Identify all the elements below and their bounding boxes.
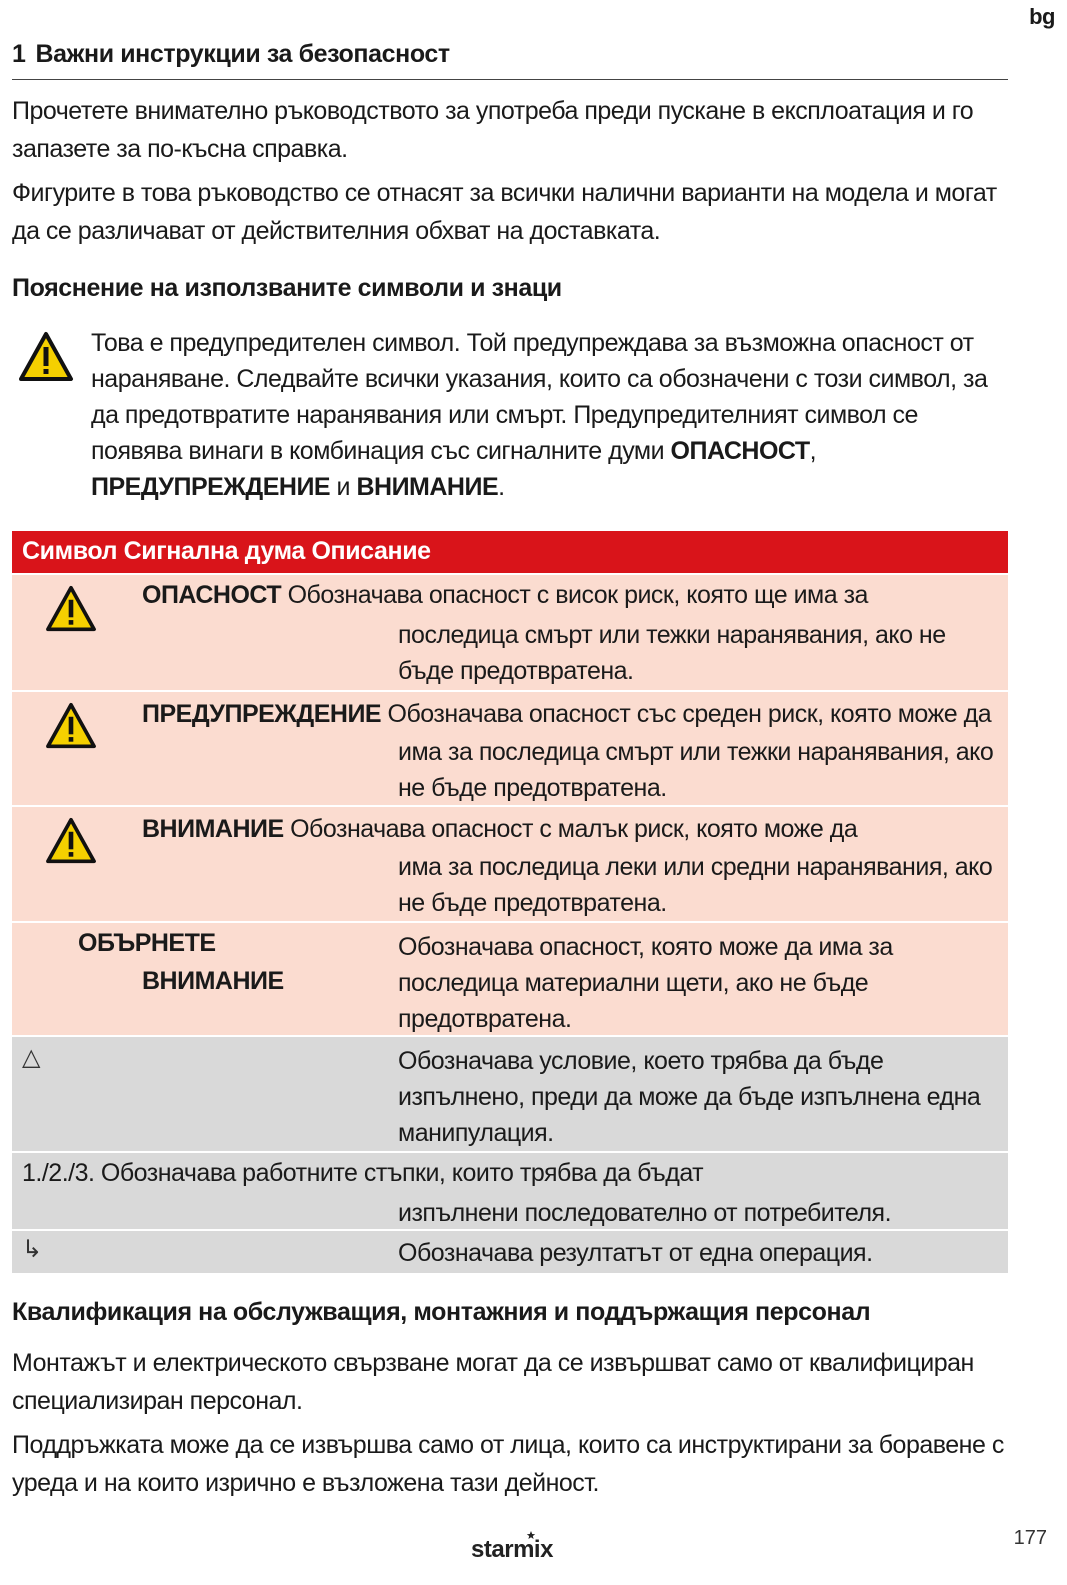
- signal-word-line-1: ОБЪРНЕТЕ: [78, 929, 216, 957]
- row-line: 1./2./3. Обозначава работните стъпки, които трябва да бъдат: [22, 1159, 704, 1187]
- language-tag: bg: [1029, 4, 1055, 29]
- warning-triangle-icon: [45, 702, 97, 750]
- warning-explanation-text: Това е предупредителен символ. Той предупреждава за възможна опасност от нараняване. Следвайте всички указания, които са обозначени с този символ, за да предотвратите наранявания или смърт. Предупредителният символ се появява винаги в комбинация със сигналните думи ОПАСНОСТ, ПРЕДУПРЕЖДЕНИЕ и ВНИМАНИЕ.: [91, 329, 988, 501]
- symbols-heading: Пояснение на използваните символи и знаци: [12, 274, 562, 302]
- table-row-condition: [12, 1035, 1008, 1151]
- table-row-danger: [12, 573, 1008, 690]
- table-row-warning: [12, 690, 1008, 805]
- triangle-outline-icon: △: [22, 1044, 41, 1071]
- row-description: има за последица леки или средни наранявания, ако не бъде предотвратена.: [398, 853, 993, 917]
- signal-word-warning: ПРЕДУПРЕЖДЕНИЕ: [91, 473, 331, 501]
- warning-triangle-icon: [45, 817, 97, 865]
- table-row-result: [12, 1229, 1008, 1273]
- table-row-notice: [12, 921, 1008, 1035]
- signal-word-danger: ОПАСНОСТ: [670, 437, 810, 465]
- signal-word: ВНИМАНИЕ: [142, 815, 284, 843]
- qualification-paragraph-1: Монтажът и електрическото свързване могат да се извършват само от квалифициран специализиран персонал.: [12, 1349, 974, 1415]
- signal-word-line-2: ВНИМАНИЕ: [142, 967, 284, 995]
- intro-paragraph-2: Фигурите в това ръководство се отнасят за всички налични варианти на модела и могат да се различават от действителния обхват на доставката.: [12, 179, 997, 245]
- row-description: последица смърт или тежки наранявания, ако не бъде предотвратена.: [398, 621, 946, 685]
- warning-triangle-icon: [18, 331, 74, 383]
- section-title-text: Важни инструкции за безопасност: [35, 40, 450, 68]
- svg-text:starmix: starmix: [471, 1536, 553, 1563]
- row-description: има за последица смърт или тежки наранявания, ако не бъде предотвратена.: [398, 738, 994, 802]
- qualification-paragraph-2: Поддръжката може да се извършва само от лица, които са инструктирани за боравене с уреда и на които изрично е възложена тази дейност.: [12, 1431, 1004, 1497]
- qualification-heading: Квалификация на обслужващия, монтажния и поддържащия персонал: [12, 1298, 871, 1326]
- starmix-logo: [462, 1527, 562, 1563]
- row-description: Обозначава опасност, която може да има за последица материални щети, ако не бъде предотвратена.: [398, 933, 893, 1033]
- row-line: ОПАСНОСТ Обозначава опасност с висок риск, която ще има за: [142, 581, 868, 609]
- signal-word: ОПАСНОСТ: [142, 581, 282, 609]
- section-number: 1: [12, 40, 26, 68]
- table-row-steps: [12, 1151, 1008, 1229]
- section-title: [12, 40, 1008, 80]
- row-description: Обозначава условие, което трябва да бъде изпълнено, преди да може да бъде изпълнена една манипулация.: [398, 1047, 981, 1147]
- symbols-table: [12, 531, 1008, 1273]
- row-line: ВНИМАНИЕ Обозначава опасност с малък риск, която може да: [142, 815, 858, 843]
- table-header: Символ Сигнална дума Описание: [12, 531, 1008, 573]
- page-number: 177: [1013, 1527, 1047, 1549]
- signal-word-caution: ВНИМАНИЕ: [356, 473, 499, 501]
- intro-paragraph-1: Прочетете внимателно ръководството за употреба преди пускане в експлоатация и го запазете за по-късна справка.: [12, 97, 974, 163]
- row-description: Обозначава резултатът от една операция.: [398, 1239, 873, 1267]
- table-row-caution: [12, 805, 1008, 921]
- row-description: изпълнени последователно от потребителя.: [398, 1199, 892, 1227]
- row-line: ПРЕДУПРЕЖДЕНИЕ Обозначава опасност със среден риск, която може да: [142, 700, 992, 728]
- warning-triangle-icon: [45, 585, 97, 633]
- result-arrow-icon: ↳: [22, 1236, 43, 1263]
- signal-word: ПРЕДУПРЕЖДЕНИЕ: [142, 700, 382, 728]
- warning-explanation: [18, 325, 1014, 505]
